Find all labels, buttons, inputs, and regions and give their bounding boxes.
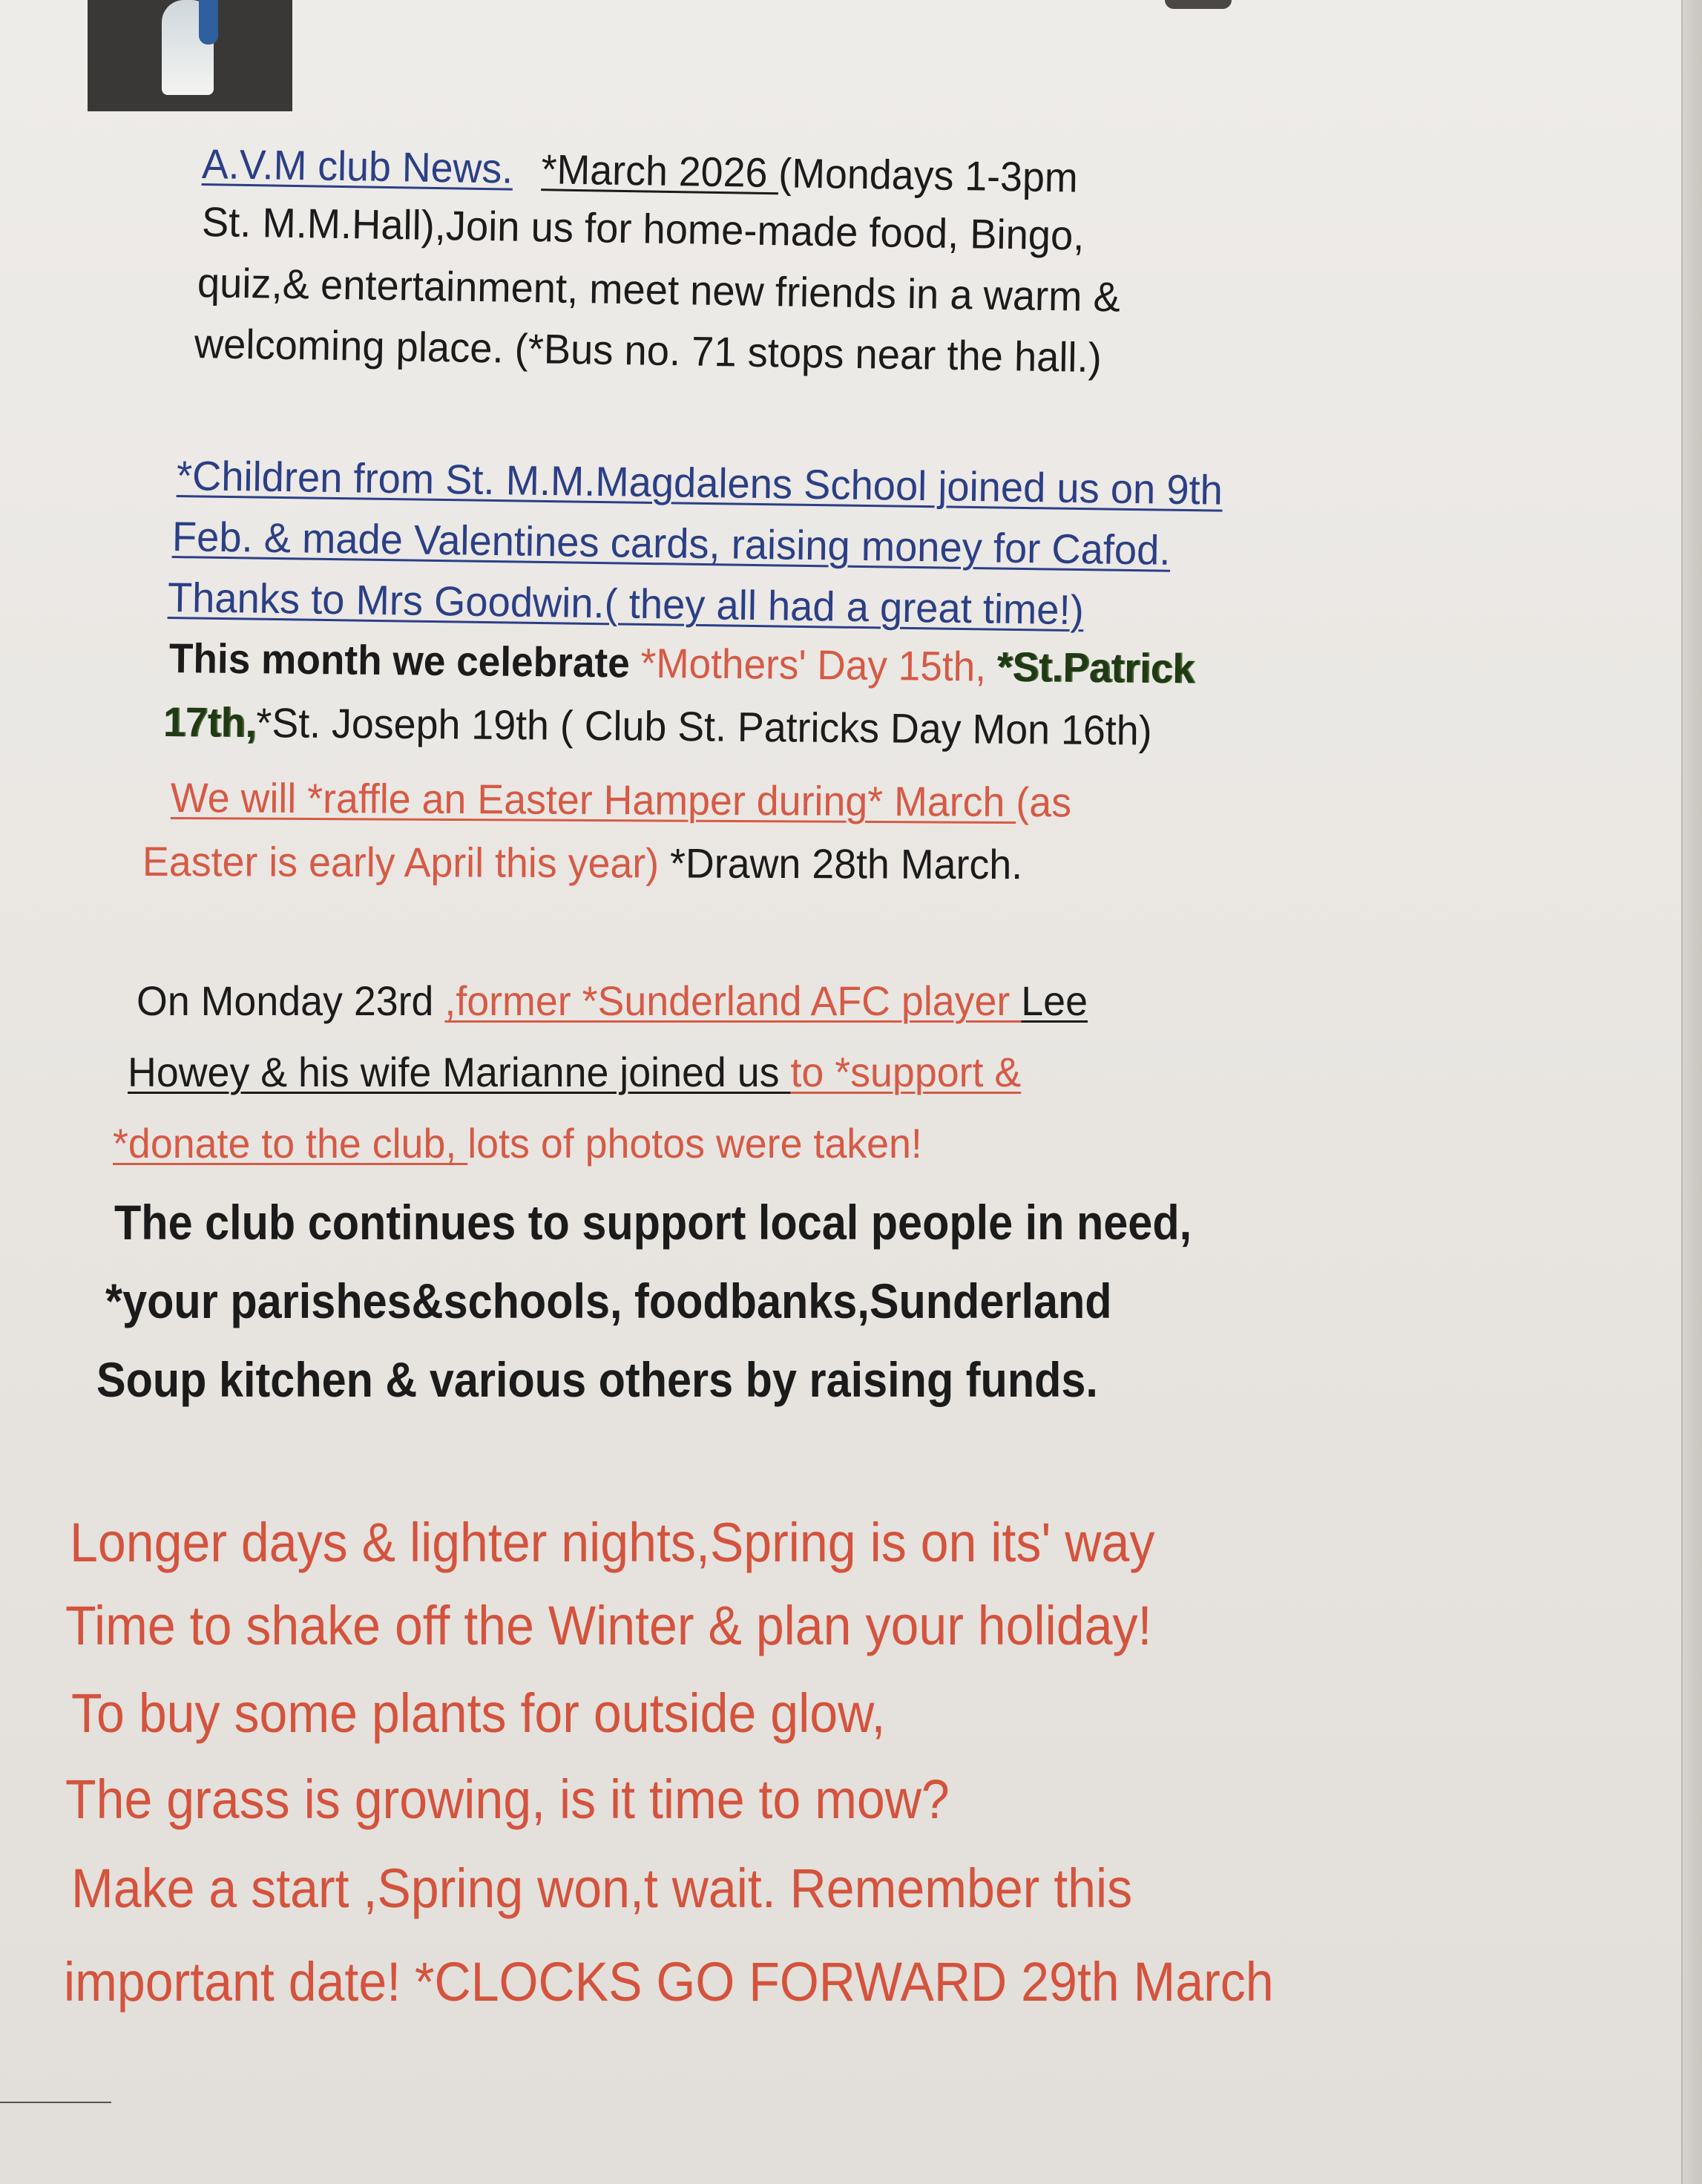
p2-line-4: This month we celebrate *Mothers' Day 15th, *St.Patrick <box>168 634 1195 692</box>
club-title: A.V.M club News. <box>201 140 513 192</box>
p1-line-3: quiz,& entertainment, meet new friends in a warm & <box>197 259 1121 321</box>
page-edge <box>1681 0 1702 2184</box>
poem-line-2: Time to shake off the Winter & plan your holiday! <box>65 1595 1152 1656</box>
p3-line-3: *donate to the club, lots of photos were taken! <box>113 1120 922 1167</box>
p3-line-1: On Monday 23rd ,former *Sunderland AFC player Lee <box>137 977 1088 1024</box>
p2-line-5: 17th,*St. Joseph 19th ( Club St. Patricks Day Mon 16th) <box>162 698 1152 754</box>
p2-line-2: Feb. & made Valentines cards, raising money for Cafod. <box>171 513 1171 574</box>
p2-line-1: *Children from St. M.M.Magdalens School joined us on 9th <box>176 452 1223 514</box>
p2-line-7: Easter is early April this year) *Drawn 28th March. <box>142 838 1023 888</box>
p2-line-3: Thanks to Mrs Goodwin.( they all had a great time!) <box>167 574 1085 634</box>
p3-line-5: *your parishes&schools, foodbanks,Sunderland <box>105 1273 1112 1328</box>
p1-line-2: St. M.M.Hall),Join us for home-made food, Bingo, <box>201 198 1085 259</box>
poem-line-3: To buy some plants for outside glow, <box>71 1682 886 1744</box>
p3-line-2: Howey & his wife Marianne joined us to *support & <box>128 1049 1022 1095</box>
statue-mantle <box>199 0 218 45</box>
statue-photo <box>88 0 292 111</box>
p3-line-4: The club continues to support local people in need, <box>114 1195 1192 1250</box>
p1-line-4: welcoming place. (*Bus no. 71 stops near the hall.) <box>194 320 1103 381</box>
top-edge-shadow <box>1165 0 1232 9</box>
poem-line-6: important date! *CLOCKS GO FORWARD 29th March <box>64 1951 1274 2013</box>
p2-line-6: We will *raffle an Easter Hamper during* March (as <box>170 774 1072 826</box>
issue-date: *March 2026 <box>541 145 779 197</box>
p3-line-6: Soup kitchen & various others by raising funds. <box>96 1352 1098 1407</box>
footer-rule <box>0 2102 111 2103</box>
p1-line-1: A.V.M club News. *March 2026 (Mondays 1-3pm <box>201 140 1079 201</box>
poem-line-4: The grass is growing, is it time to mow? <box>65 1768 950 1830</box>
poem-line-5: Make a start ,Spring won,t wait. Remember this <box>71 1857 1133 1919</box>
poem-line-1: Longer days & lighter nights,Spring is on its' way <box>70 1512 1155 1573</box>
